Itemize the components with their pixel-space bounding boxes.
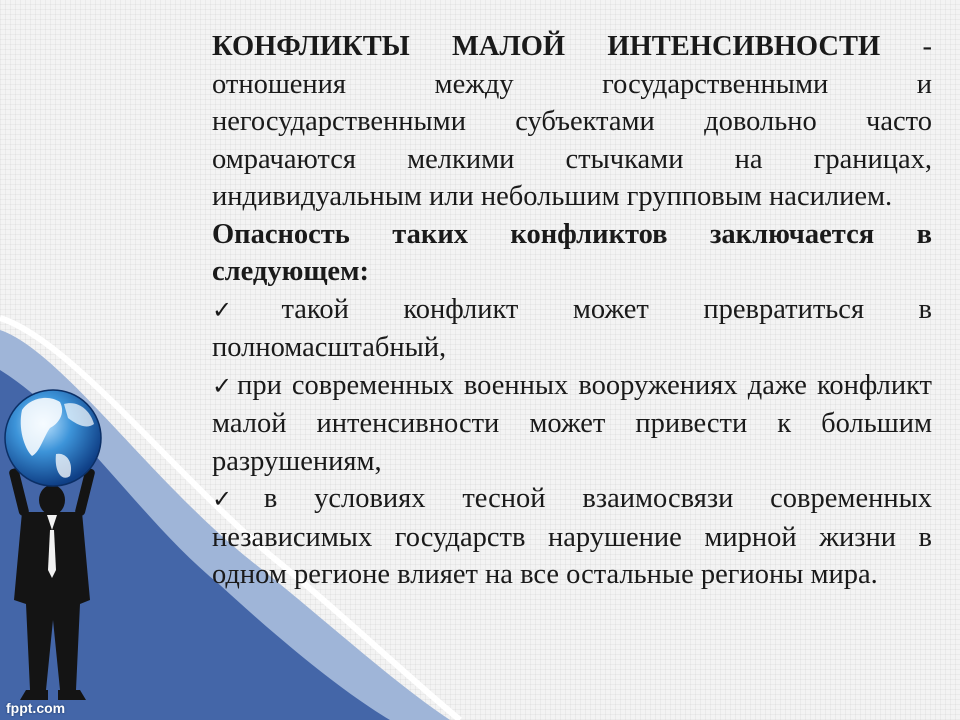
checkmark-icon: ✓ <box>212 485 262 513</box>
checkmark-icon: ✓ <box>212 371 236 400</box>
definition-paragraph <box>212 28 932 216</box>
watermark: fppt.com <box>6 700 66 716</box>
slide-content <box>212 28 932 594</box>
bullet-item <box>212 367 932 481</box>
bullet-text: в условиях тесной взаимосвязи современных независимых государств нарушение мирной жизни в одном регионе влияет на все остальные регионы мира. <box>212 483 933 590</box>
bullet-text: такой конфликт может превратиться в полномасштабный, <box>212 293 932 363</box>
definition-text: - отношения между государственными и негосударственными субъектами довольно часто омрачаются мелкими стычками на границах, индивидуальным или небольшим групповым насилием. <box>212 31 932 212</box>
bullet-item <box>212 291 932 367</box>
globe-icon <box>5 390 101 486</box>
danger-heading: Опасность таких конфликтов заключается в следующем: <box>212 218 932 287</box>
checkmark-icon: ✓ <box>212 295 280 324</box>
bullet-text: при современных военных вооружениях даже конфликт малой интенсивности может привести к большим разрушениям, <box>212 369 933 477</box>
bullet-item <box>212 480 932 594</box>
term-heading: КОНФЛИКТЫ МАЛОЙ ИНТЕНСИВНОСТИ <box>212 31 881 62</box>
